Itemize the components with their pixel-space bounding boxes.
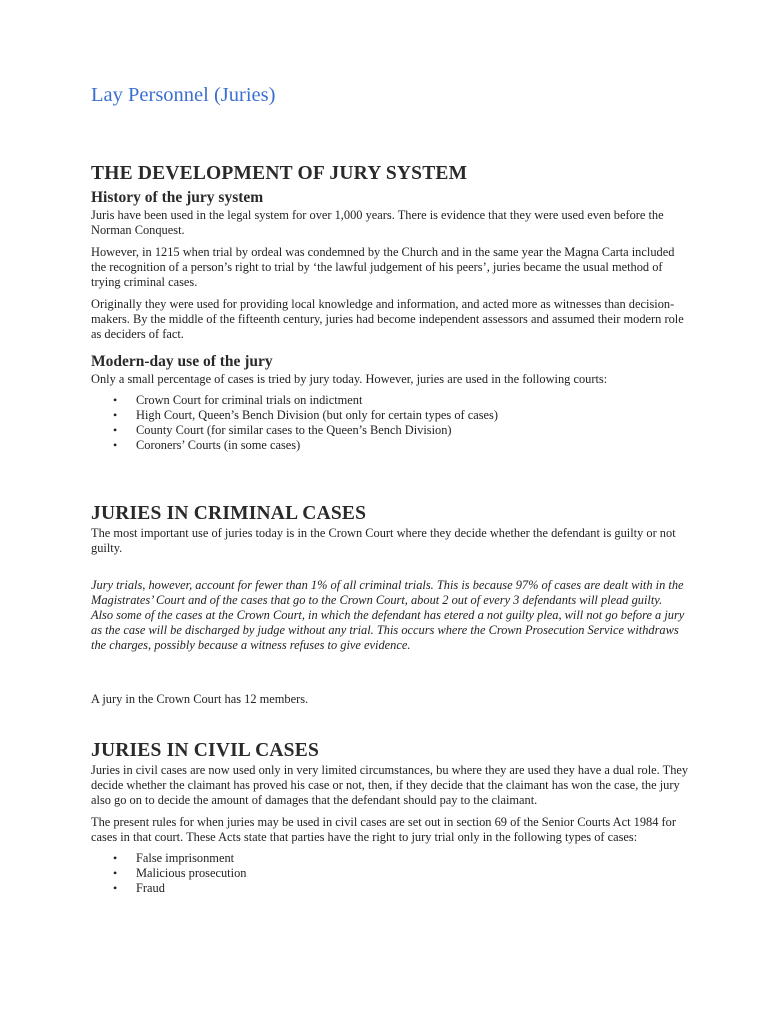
document-title: Lay Personnel (Juries): [91, 84, 276, 106]
bullet-icon: •: [113, 851, 118, 865]
history-heading: History of the jury system: [91, 189, 264, 206]
bullet-icon: •: [113, 866, 118, 880]
list-item: • County Court (for similar cases to the Queen’s Bench Division): [113, 423, 452, 437]
case-types-list: [91, 851, 691, 896]
development-heading: THE DEVELOPMENT OF JURY SYSTEM: [91, 163, 468, 184]
civil-paragraph-1: Juries in civil cases are now used only in very limited circumstances, bu where they are used they have a dual role. They decide whether the claimant has proved his case or not, then, if they decide that the claimant has won the case, the jury also go on to decide the amount of damages that the defendant should pay to the claimant.: [91, 763, 689, 807]
list-item: • Crown Court for criminal trials on indictment: [113, 393, 363, 407]
criminal-italic-paragraph-1: Jury trials, however, account for fewer than 1% of all criminal trials. This is because 97% of cases are dealt with in the Magistrates’ Court and of the cases that go to the Crown Court, about 2 out of every 3 defendants will plead guilty.: [91, 578, 684, 607]
history-paragraph-3: Originally they were used for providing local knowledge and information, and acted more as witnesses than decision-makers. By the middle of the fifteenth century, juries had become independent assessors and assumed their modern role as deciders of fact.: [91, 297, 684, 341]
bullet-icon: •: [113, 393, 118, 407]
criminal-italic-paragraph-2: Also some of the cases at the Crown Court, in which the defendant has etered a not guilty plea, will not go before a jury as the case will be discharged by judge without any trial. This occurs where the Crown Prosecution Service withdraws the charges, possibly because a witness refuses to give evidence.: [91, 608, 685, 652]
history-paragraph-1: Juris have been used in the legal system for over 1,000 years. There is evidence that they were used even before the Norman Conquest.: [91, 208, 664, 237]
bullet-icon: •: [113, 408, 118, 422]
courts-list: [91, 393, 691, 453]
civil-heading: JURIES IN CIVIL CASES: [91, 740, 319, 761]
bullet-icon: •: [113, 423, 118, 437]
criminal-heading: JURIES IN CRIMINAL CASES: [91, 503, 367, 524]
criminal-italic-block: [91, 578, 691, 653]
jury-members-text: A jury in the Crown Court has 12 members.: [91, 692, 309, 706]
bullet-icon: •: [113, 881, 118, 895]
list-item: • High Court, Queen’s Bench Division (but only for certain types of cases): [113, 408, 499, 422]
jury-members-block: [91, 692, 691, 714]
list-item: • Fraud: [113, 881, 165, 895]
development-section: [91, 162, 691, 349]
history-paragraph-2: However, in 1215 when trial by ordeal was condemned by the Church and in the same year the Magna Carta included the recognition of a person’s right to trial by ‘the lawful judgement of his peers’, juries became the usual method of trying criminal cases.: [91, 245, 675, 289]
modern-use-heading: Modern-day use of the jury: [91, 353, 273, 370]
civil-section: [91, 739, 691, 896]
list-item: • Coroners’ Courts (in some cases): [113, 438, 301, 452]
bullet-icon: •: [113, 438, 118, 452]
criminal-section: [91, 502, 691, 556]
list-item: • False imprisonment: [113, 851, 235, 865]
modern-use-section: [91, 352, 691, 453]
civil-paragraph-2: The present rules for when juries may be used in civil cases are set out in section 69 of the Senior Courts Act 1984 for cases in that court. These Acts state that parties have the right to jury trial only in the following types of cases:: [91, 815, 676, 844]
modern-use-intro: Only a small percentage of cases is tried by jury today. However, juries are used in the following courts:: [91, 372, 608, 386]
criminal-intro: The most important use of juries today is in the Crown Court where they decide whether the defendant is guilty or not guilty.: [91, 526, 676, 555]
list-item: • Malicious prosecution: [113, 866, 247, 880]
